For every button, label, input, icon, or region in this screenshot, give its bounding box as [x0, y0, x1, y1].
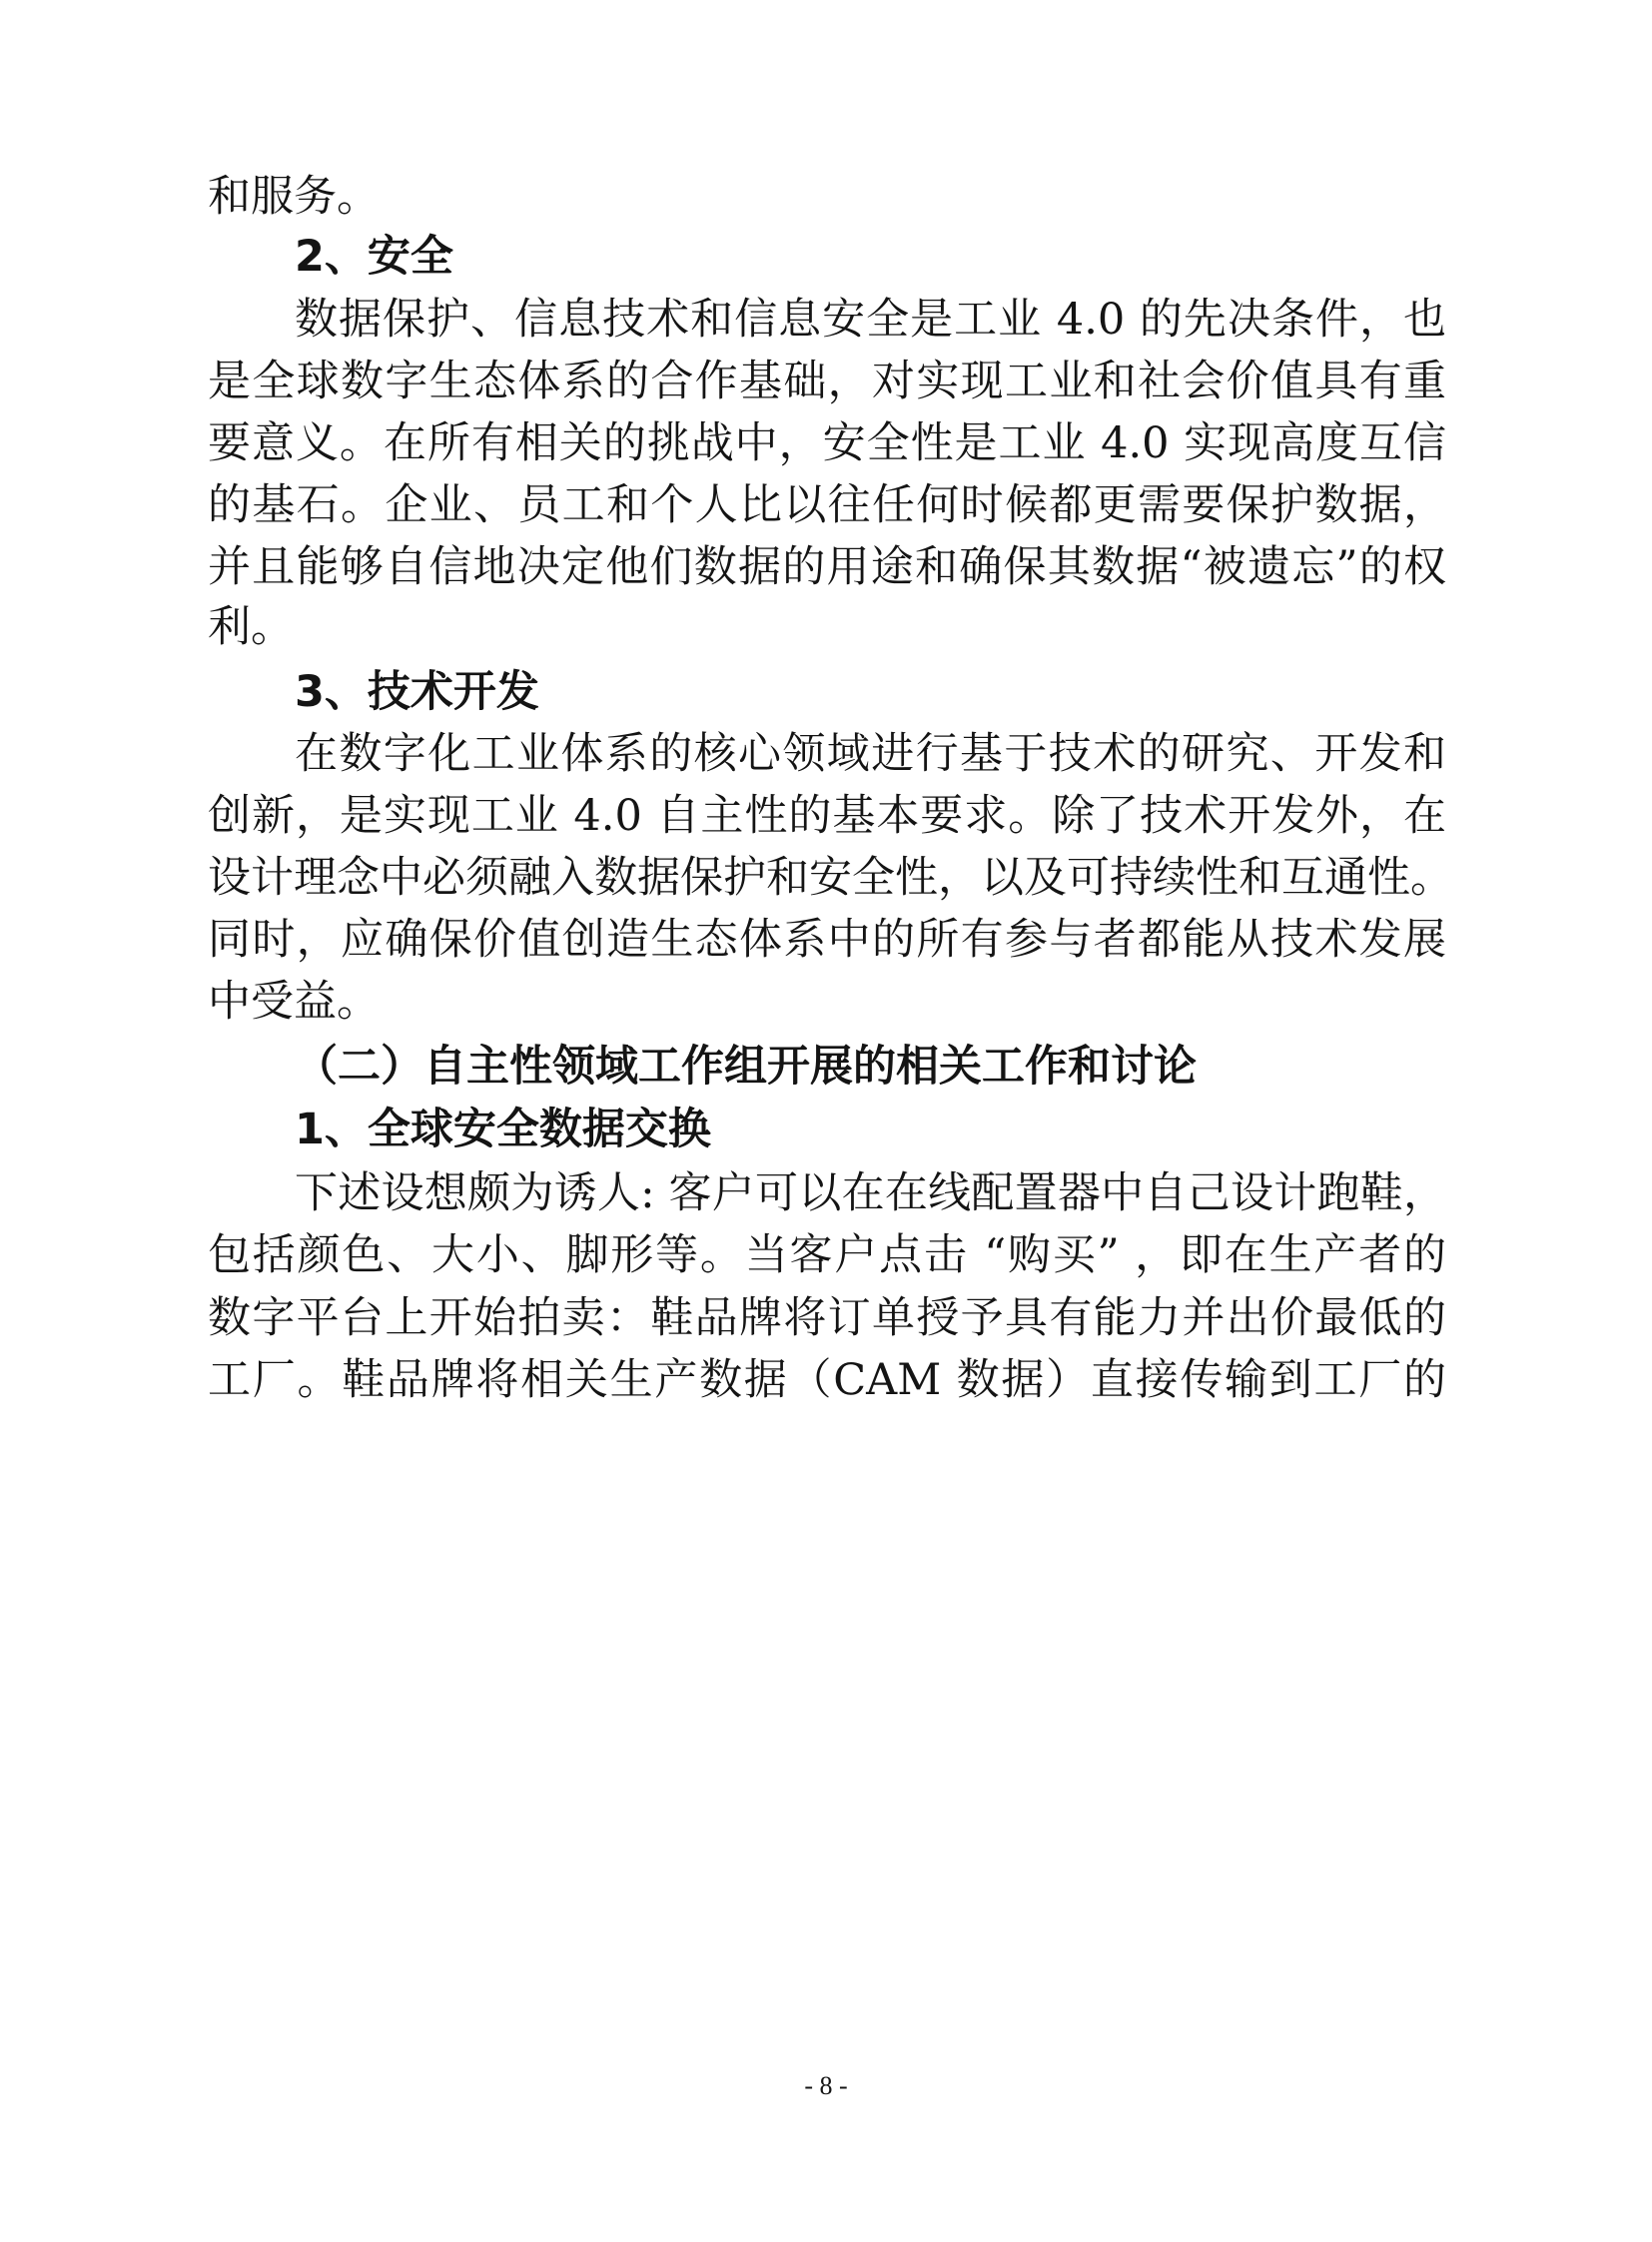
page-number: - 8 -	[804, 2071, 848, 2100]
paragraph-line: 设计理念中必须融入数据保护和安全性，以及可持续性和互通性。	[208, 853, 1453, 903]
paragraph-line: 要意义。在所有相关的挑战中，安全性是工业 4.0 实现高度互信	[208, 418, 1446, 468]
paragraph-line: 工厂。鞋品牌将相关生产数据（CAM 数据）直接传输到工厂的	[208, 1355, 1446, 1405]
paragraph-line: 的基石。企业、员工和个人比以往任何时候都更需要保护数据，	[208, 480, 1446, 530]
paragraph-line: 同时，应确保价值创造生态体系中的所有参与者都能从技术发展	[208, 915, 1446, 965]
subsection-heading-security: 2、安全	[295, 232, 453, 282]
paragraph-line: 并且能够自信地决定他们数据的用途和确保其数据“被遗忘”的权	[208, 542, 1446, 592]
subsection-heading-data-exchange: 1、全球安全数据交换	[295, 1105, 711, 1154]
paragraph-line: 利。	[208, 602, 294, 652]
paragraph-line: 中受益。	[208, 977, 380, 1027]
paragraph-line: 是全球数字生态体系的合作基础，对实现工业和社会价值具有重	[208, 357, 1446, 406]
paragraph-line: 包括颜色、大小、脚形等。当客户点击 “购买” ，即在生产者的	[208, 1230, 1446, 1280]
paragraph-line: 数据保护、信息技术和信息安全是工业 4.0 的先决条件，也	[295, 295, 1446, 345]
paragraph-line: 在数字化工业体系的核心领域进行基于技术的研究、开发和	[295, 729, 1446, 779]
paragraph-line: 和服务。	[208, 172, 380, 222]
section-heading-working-group: （二）自主性领域工作组开展的相关工作和讨论	[295, 1042, 1197, 1092]
paragraph-line: 创新，是实现工业 4.0 自主性的基本要求。除了技术开发外，在	[208, 791, 1446, 841]
paragraph-line: 数字平台上开始拍卖：鞋品牌将订单授予具有能力并出价最低的	[208, 1293, 1446, 1343]
subsection-heading-tech-development: 3、技术开发	[295, 667, 539, 717]
paragraph-line: 下述设想颇为诱人: 客户可以在在线配置器中自己设计跑鞋，	[295, 1168, 1446, 1218]
